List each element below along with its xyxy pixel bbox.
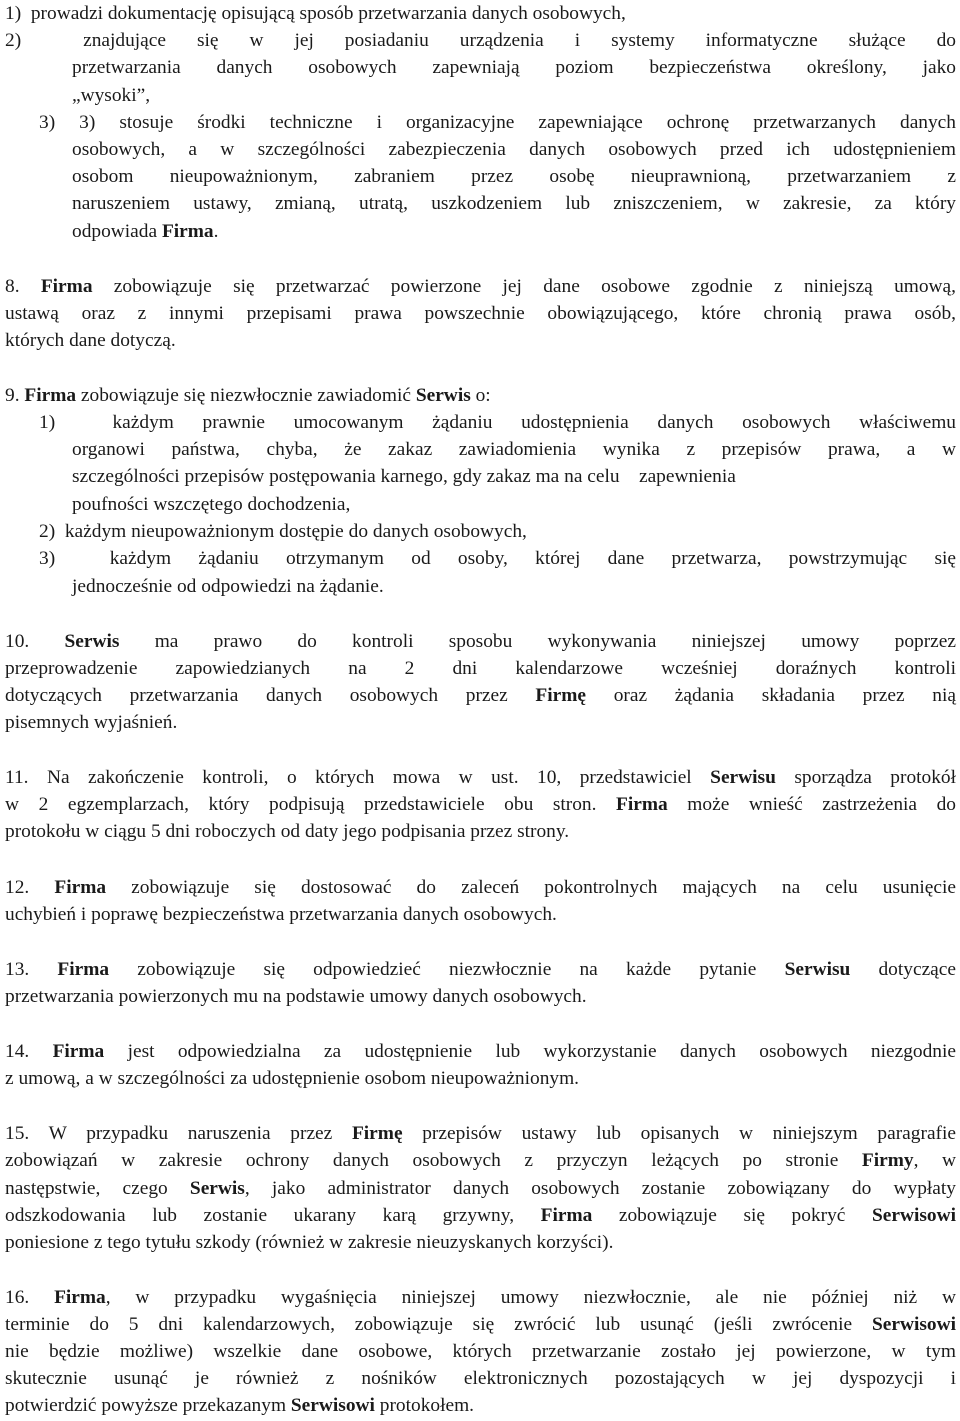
document-line: 1) każdym prawnie umocowanym żądaniu udostępnienia danych osobowych właściwemu — [39, 412, 956, 433]
document-line: skutecznie usunąć je również z nośników elektronicznych pozostających w jej dyspozycji i — [5, 1368, 956, 1389]
document-line: 15. W przypadku naruszenia przez Firmę przepisów ustawy lub opisanych w niniejszym paragrafie — [5, 1123, 956, 1144]
document-line: przetwarzania powierzonych mu na podstawie umowy danych osobowych. — [5, 986, 587, 1007]
document-line: 11. Na zakończenie kontroli, o których mowa w ust. 10, przedstawiciel Serwisu sporządza protokół — [5, 767, 956, 788]
document-line: 13. Firma zobowiązuje się odpowiedzieć niezwłocznie na każde pytanie Serwisu dotyczące — [5, 959, 956, 980]
document-line: 14. Firma jest odpowiedzialna za udostępnienie lub wykorzystanie danych osobowych niezgodnie — [5, 1041, 956, 1062]
document-line: protokołu w ciągu 5 dni roboczych od daty jego podpisania przez strony. — [5, 821, 570, 842]
document-line: dotyczących przetwarzania danych osobowych przez Firmę oraz żądania składania przez nią — [5, 685, 956, 706]
document-line: odszkodowania lub zostanie ukarany karą grzywny, Firma zobowiązuje się pokryć Serwisowi — [5, 1205, 956, 1226]
document-line: przeprowadzenie zapowiedzianych na 2 dni kalendarzowe wcześniej doraźnych kontroli — [5, 658, 956, 679]
document-line: terminie do 5 dni kalendarzowych, zobowiązuje się zwrócić lub usunąć (jeśli zwrócenie Serwisowi — [5, 1314, 956, 1335]
list-top-item-1 — [0, 0, 1, 1]
document-line: 16. Firma, w przypadku wygaśnięcia niniejszej umowy niezwłocznie, ale nie później niż w — [5, 1287, 956, 1308]
document-line: ustawą oraz z innymi przepisami prawa powszechnie obowiązującego, które chronią prawa osób, — [5, 303, 956, 324]
document-line: 10. Serwis ma prawo do kontroli sposobu wykonywania niniejszej umowy poprzez — [5, 631, 956, 652]
document-line: osobowych, a w szczególności zabezpieczenia danych osobowych przed ich udostępnieniem — [72, 139, 956, 160]
document-text-source — [0, 0, 1, 1]
document-line: odpowiada Firma. — [72, 221, 219, 242]
document-line: 1) prowadzi dokumentację opisującą sposób przetwarzania danych osobowych, — [5, 3, 626, 24]
document-line: 2) każdym nieupoważnionym dostępie do danych osobowych, — [39, 521, 527, 542]
document-line: z umową, a w szczególności za udostępnienie osobom nieupoważnionym. — [5, 1068, 580, 1089]
document-line: 2) znajdujące się w jej posiadaniu urządzenia i systemy informatyczne służące do — [5, 30, 956, 51]
document-line: pisemnych wyjaśnień. — [5, 712, 178, 733]
document-line: których dane dotyczą. — [5, 330, 176, 351]
document-line: 3) każdym żądaniu otrzymanym od osoby, której dane przetwarza, powstrzymując się — [39, 548, 956, 569]
document-line: 12. Firma zobowiązuje się dostosować do zaleceń pokontrolnych mających na celu usunięcie — [5, 877, 956, 898]
document-line: naruszeniem ustawy, zmianą, utratą, uszkodzeniem lub zniszczeniem, w zakresie, za który — [72, 193, 956, 214]
document-line: organowi państwa, chyba, że zakaz zawiadomienia wynika z przepisów prawa, a w — [72, 439, 956, 460]
document-line: następstwie, czego Serwis, jako administrator danych osobowych zostanie zobowiązany do wypłaty — [5, 1178, 956, 1199]
document-line: nie będzie możliwe) wszelkie dane osobowe, których przetwarzanie zostało jej powierzone, w tym — [5, 1341, 956, 1362]
document-line: osobom nieupoważnionym, zabraniem przez osobę nieuprawnioną, przetwarzaniem z — [72, 166, 956, 187]
document-line: uchybień i poprawę bezpieczeństwa przetwarzania danych osobowych. — [5, 904, 557, 925]
document-line: 3) 3) stosuje środki techniczne i organizacyjne zapewniające ochronę przetwarzanych danych — [39, 112, 956, 133]
document-line: „wysoki”, — [72, 85, 151, 106]
document-line: zobowiązań w zakresie ochrony danych osobowych z przyczyn leżących po stronie Firmy, w — [5, 1150, 956, 1171]
document-line: szczególności przepisów postępowania karnego, gdy zakaz ma na celu zapewnienia — [72, 466, 736, 487]
document-line: poniesione z tego tytułu szkody (również w zakresie nieuzyskanych korzyści). — [5, 1232, 614, 1253]
document-line: w 2 egzemplarzach, który podpisują przedstawiciele obu stron. Firma może wnieść zastrzeżenia do — [5, 794, 956, 815]
document-line: 8. Firma zobowiązuje się przetwarzać powierzone jej dane osobowe zgodnie z niniejszą umową, — [5, 276, 956, 297]
document-line: jednocześnie od odpowiedzi na żądanie. — [72, 576, 384, 597]
document-line: potwierdzić powyższe przekazanym Serwisowi protokołem. — [5, 1395, 475, 1416]
document-line: przetwarzania danych osobowych zapewniają poziom bezpieczeństwa określony, jako — [72, 57, 956, 78]
document-line: 9. Firma zobowiązuje się niezwłocznie zawiadomić Serwis o: — [5, 385, 491, 406]
document-line: poufności wszczętego dochodzenia, — [72, 494, 351, 515]
